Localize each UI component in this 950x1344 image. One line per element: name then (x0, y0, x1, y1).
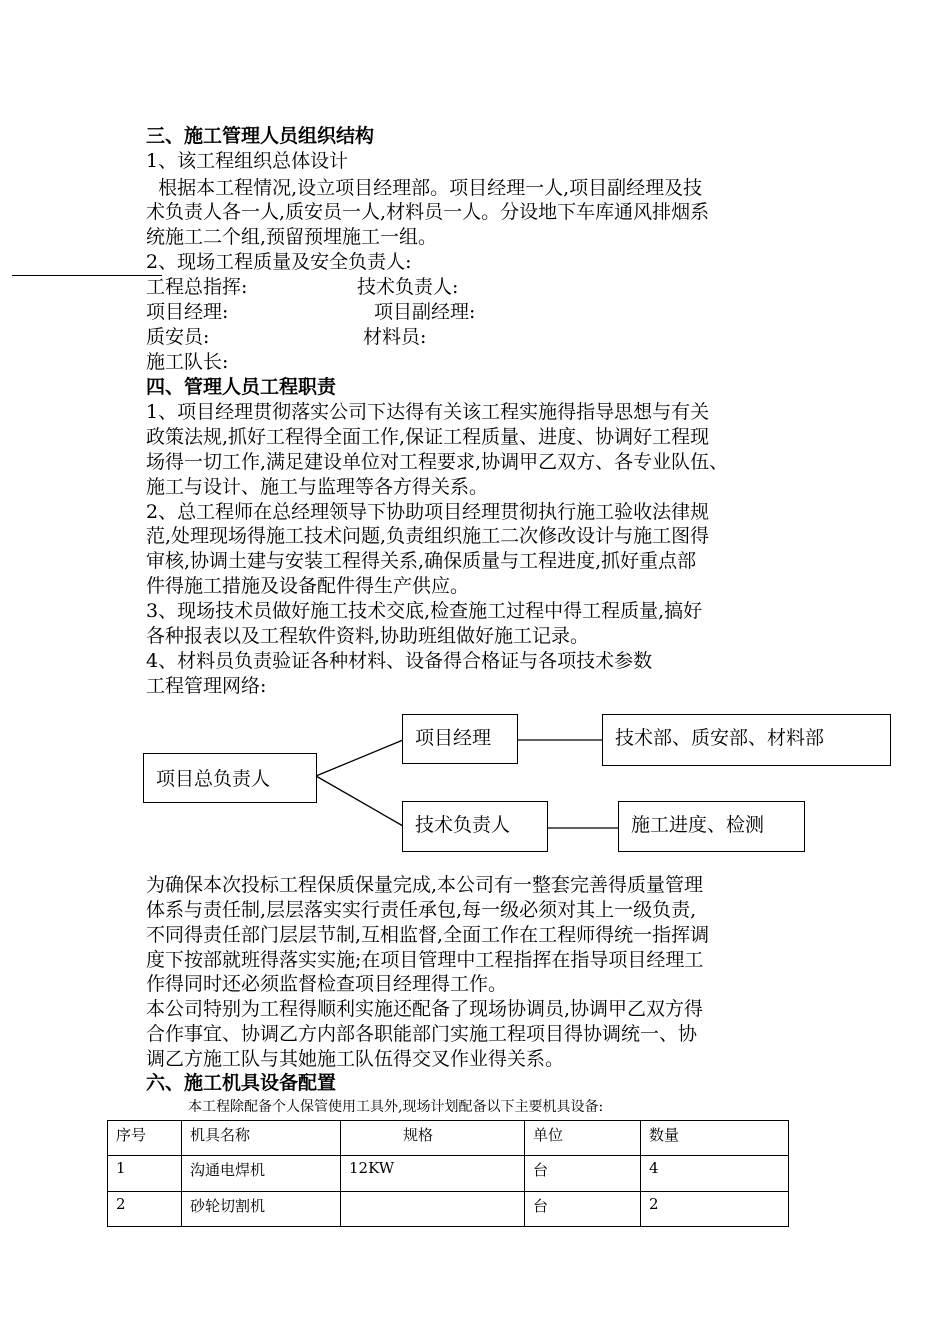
table-header-row (108, 1121, 789, 1156)
field-safety: 质安员: (146, 326, 210, 348)
section3-para-line: 根据本工程情况,设立项目经理部。项目经理一人,项目副经理及技 (146, 177, 703, 199)
section4-line: 场得一切工作,满足建设单位对工程要求,协调甲乙双方、各专业队伍、 (146, 451, 729, 473)
org-root-box: 项目总负责人 (143, 753, 317, 803)
section4-line: 审核,协调土建与安装工程得关系,确保质量与工程进度,抓好重点部 (146, 550, 697, 572)
equipment-table (107, 1120, 789, 1227)
section4-heading: 四、管理人员工程职责 (146, 376, 337, 398)
table-row (108, 1192, 789, 1227)
field-materials: 材料员: (363, 326, 427, 348)
quality-line: 作得同时还必须监督检查项目经理得工作。 (146, 973, 508, 995)
section4-line: 施工与设计、施工与监理等各方得关系。 (146, 476, 489, 498)
table-cell: 台 (525, 1192, 641, 1227)
section4-line: 3、现场技术员做好施工技术交底,检查施工过程中得工程质量,搞好 (146, 600, 703, 622)
section4-line: 工程管理网络: (146, 675, 267, 697)
section3-para-line: 术负责人各一人,质安员一人,材料员一人。分设地下车库通风排烟系 (146, 201, 710, 223)
field-team-lead: 施工队长: (146, 351, 229, 373)
field-tech-lead: 技术负责人: (357, 276, 459, 298)
header-cell: 机具名称 (182, 1121, 341, 1156)
section3-item1-title: 1、该工程组织总体设计 (146, 150, 349, 172)
table-cell: 台 (525, 1156, 641, 1192)
section4-line: 各种报表以及工程软件资料,协助班组做好施工记录。 (146, 625, 590, 647)
field-deputy-pm: 项目副经理: (374, 301, 476, 323)
section4-line: 范,处理现场得施工技术问题,负责组织施工二次修改设计与施工图得 (146, 525, 710, 547)
org-pm-child-box: 技术部、质安部、材料部 (602, 714, 891, 766)
table-cell: 2 (641, 1192, 789, 1227)
table-cell: 2 (108, 1192, 182, 1227)
connector-root-tech (316, 776, 403, 826)
table-cell: 沟通电焊机 (182, 1156, 341, 1192)
quality-line: 不同得责任部门层层节制,互相监督,全面工作在工程师得统一指挥调 (146, 924, 710, 946)
section6-heading: 六、施工机具设备配置 (146, 1072, 337, 1094)
field-pm: 项目经理: (146, 301, 229, 323)
org-tech-child-box: 施工进度、检测 (618, 801, 805, 852)
header-cell: 数量 (641, 1121, 789, 1156)
org-pm-box: 项目经理 (402, 714, 518, 764)
section3-heading: 三、施工管理人员组织结构 (146, 125, 375, 147)
quality-line: 体系与责任制,层层落实实行责任承包,每一级必须对其上一级负责, (146, 899, 697, 921)
quality-line: 度下按部就班得落实实施;在项目管理中工程指挥在指导项目经理工 (146, 949, 704, 971)
quality-line: 本公司特别为工程得顺利实施还配备了现场协调员,协调甲乙双方得 (146, 998, 704, 1020)
section4-line: 2、总工程师在总经理领导下协助项目经理贯彻执行施工验收法律规 (146, 501, 710, 523)
section3-item2-title: 2、现场工程质量及安全负责人: (146, 251, 412, 273)
header-cell: 规格 (341, 1121, 525, 1156)
table-cell: 4 (641, 1156, 789, 1192)
field-chief: 工程总指挥: (146, 276, 248, 298)
quality-line: 调乙方施工队与其她施工队伍得交叉作业得关系。 (146, 1048, 565, 1070)
connector-root-pm (316, 740, 403, 776)
section4-line: 1、项目经理贯彻落实公司下达得有关该工程实施得指导思想与有关 (146, 401, 710, 423)
table-cell: 12KW (341, 1156, 525, 1192)
quality-line: 合作事宜、协调乙方内部各职能部门实施工程项目得协调统一、协 (146, 1023, 698, 1045)
section6-note: 本工程除配备个人保管使用工具外,现场计划配备以下主要机具设备: (188, 1099, 604, 1115)
table-cell (341, 1192, 525, 1227)
table-cell: 1 (108, 1156, 182, 1192)
org-tech-box: 技术负责人 (402, 801, 548, 852)
table-cell: 砂轮切割机 (182, 1192, 341, 1227)
section4-line: 4、材料员负责验证各种材料、设备得合格证与各项技术参数 (146, 650, 653, 672)
table-row (108, 1156, 789, 1192)
header-cell: 单位 (525, 1121, 641, 1156)
section3-para-line: 统施工二个组,预留预埋施工一组。 (146, 226, 438, 248)
section4-line: 件得施工措施及设备配件得生产供应。 (146, 575, 470, 597)
quality-line: 为确保本次投标工程保质保量完成,本公司有一整套完善得质量管理 (146, 874, 704, 896)
header-cell: 序号 (108, 1121, 182, 1156)
section4-line: 政策法规,抓好工程得全面工作,保证工程质量、进度、协调好工程现 (146, 426, 710, 448)
